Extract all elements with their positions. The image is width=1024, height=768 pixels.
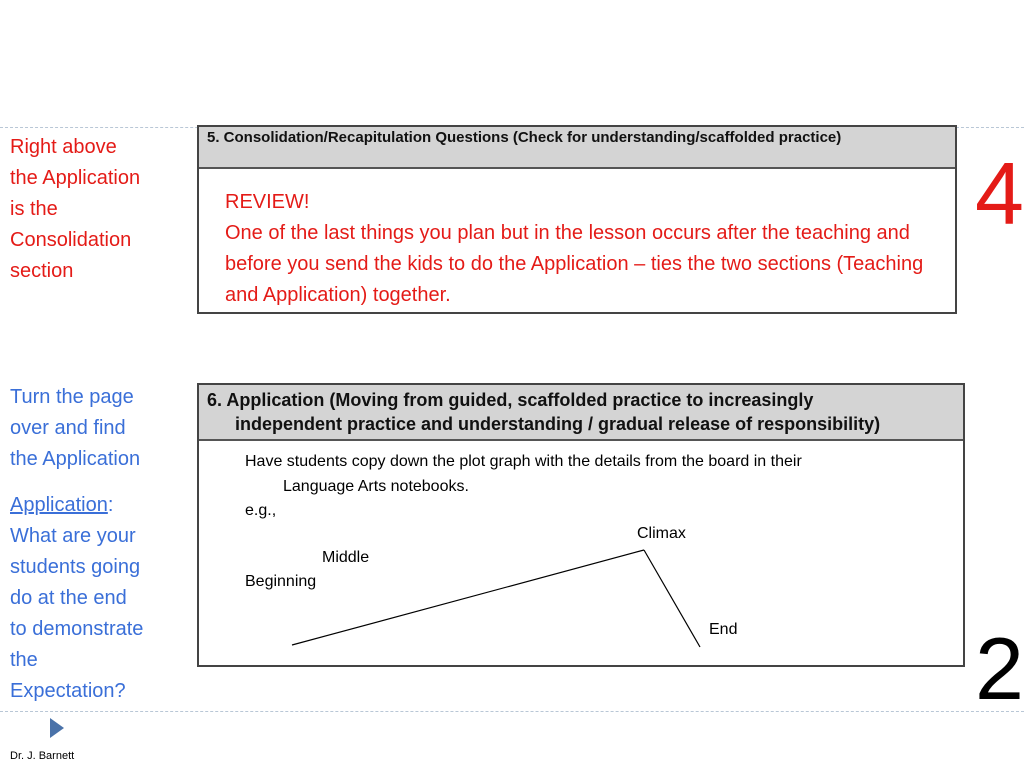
bottom-divider bbox=[0, 711, 1024, 712]
instruction-line1: Have students copy down the plot graph with the details from the board in their bbox=[245, 453, 802, 470]
consolidation-line: the Application bbox=[10, 167, 141, 189]
turn-page-line: Turn the page bbox=[10, 386, 134, 408]
application-colon: : bbox=[107, 494, 114, 516]
turn-page-line: the Application bbox=[10, 448, 141, 470]
application-question-line: the bbox=[10, 649, 38, 671]
application-box bbox=[197, 383, 965, 667]
instruction-line2: Language Arts notebooks. bbox=[283, 478, 469, 495]
application-question-line: to demonstrate bbox=[10, 618, 144, 640]
plot-label-climax: Climax bbox=[637, 525, 686, 542]
falling-action-line bbox=[644, 550, 700, 647]
consolidation-line: is the bbox=[10, 198, 58, 220]
turn-page-note bbox=[10, 382, 195, 475]
application-term: Application bbox=[10, 494, 108, 516]
consolidation-line: Right above bbox=[10, 136, 117, 158]
application-question-line: students going bbox=[10, 556, 141, 578]
review-title: REVIEW! bbox=[225, 191, 310, 213]
review-body: One of the last things you plan but in the lesson occurs after the teaching and before you send the kids to do the Application – ties the two sections (Teaching and Application) together. bbox=[225, 222, 924, 306]
review-text bbox=[225, 187, 945, 311]
consolidation-line: Consolidation bbox=[10, 229, 132, 251]
consolidation-header: 5. Consolidation/Recapitulation Questions (Check for understanding/scaffolded practice) bbox=[199, 127, 955, 169]
plot-graph-lines bbox=[199, 385, 963, 665]
application-header-line1: 6. Application (Moving from guided, scaffolded practice to increasingly bbox=[207, 390, 814, 410]
application-heading bbox=[10, 490, 195, 521]
consolidation-note bbox=[10, 132, 190, 287]
example-label: e.g., bbox=[245, 502, 277, 519]
footer-author: Dr. J. Barnett bbox=[10, 750, 75, 762]
slide-number-bottom: 2 bbox=[975, 619, 1024, 718]
plot-label-middle: Middle bbox=[322, 549, 370, 566]
turn-page-line: over and find bbox=[10, 417, 126, 439]
application-question-line: do at the end bbox=[10, 587, 127, 609]
application-question-line: What are your bbox=[10, 525, 136, 547]
rising-action-line bbox=[292, 550, 644, 645]
plot-label-end: End bbox=[709, 621, 738, 638]
slide-number-top: 4 bbox=[975, 144, 1024, 243]
application-question-line: Expectation? bbox=[10, 680, 126, 702]
consolidation-line: section bbox=[10, 260, 74, 282]
application-question bbox=[10, 490, 195, 707]
plot-label-beginning: Beginning bbox=[245, 573, 317, 590]
application-header-line2: independent practice and understanding / gradual release of responsibility) bbox=[235, 414, 881, 434]
play-triangle-icon bbox=[50, 718, 64, 738]
consolidation-box bbox=[197, 125, 957, 314]
